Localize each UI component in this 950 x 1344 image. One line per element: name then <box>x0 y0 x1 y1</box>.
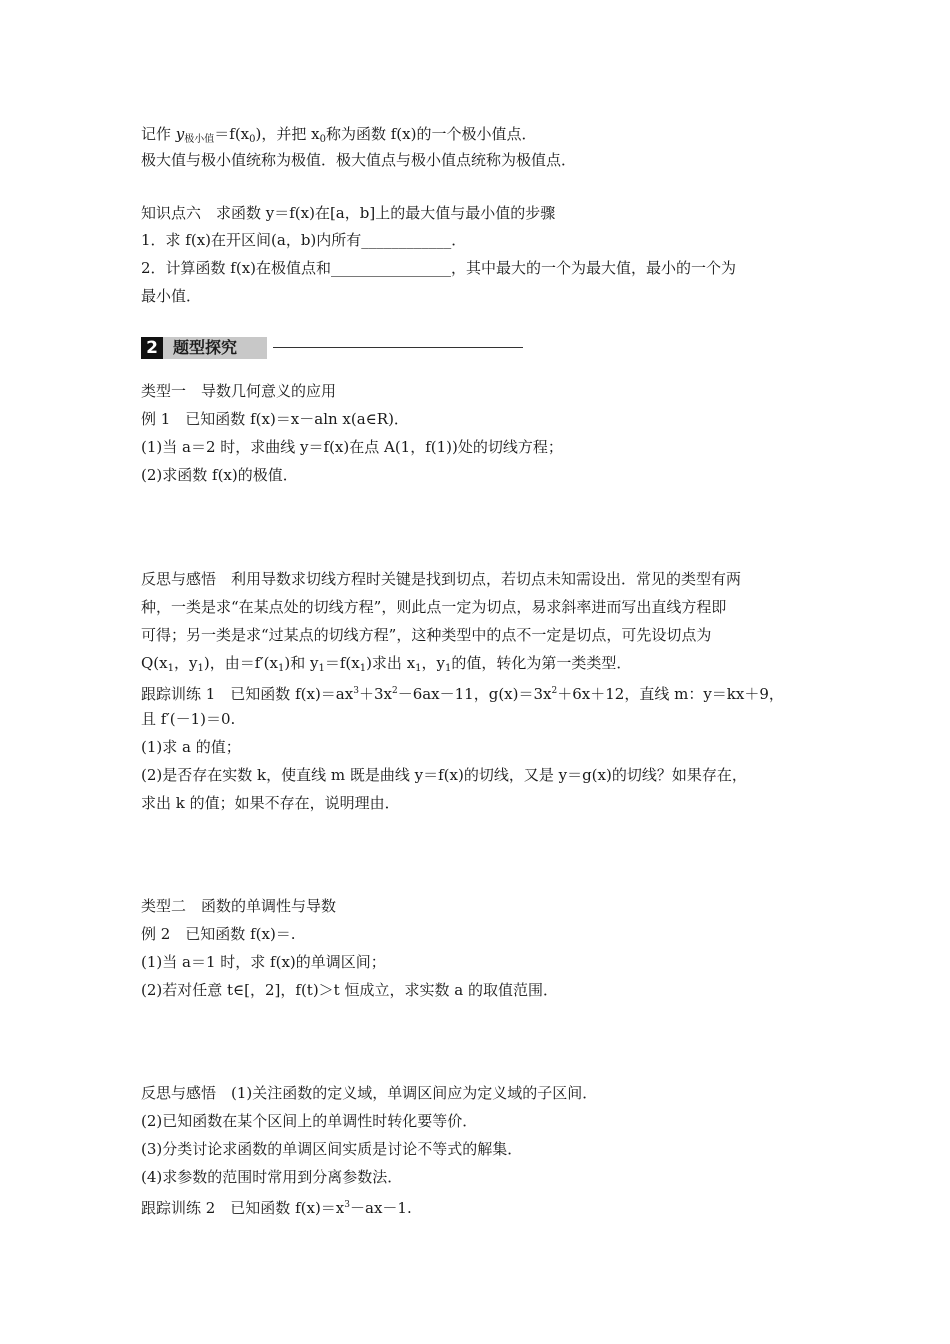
reflection-2-line-3: (3)分类讨论求函数的单调区间实质是讨论不等式的解集． <box>141 1140 523 1158</box>
reflection-1-line-2: 种，一类是求“在某点处的切线方程”，则此点一定为切点，易求斜率进而写出直线方程即 <box>141 598 727 616</box>
example-2: 例 2 已知函数 f(x)＝. <box>141 925 296 943</box>
practice-2: 跟踪训练 2 已知函数 $f(x)=x^3-ax-1$. <box>141 1199 412 1217</box>
example-2-part-1: (1)当 a＝1 时，求 f(x)的单调区间； <box>141 953 386 971</box>
example-1-part-1: (1)当 a＝2 时，求曲线 y＝f(x)在点 A(1，f(1))处的切线方程； <box>141 438 563 456</box>
reflection-2-line-4: (4)求参数的范围时常用到分离参数法． <box>141 1168 403 1186</box>
practice-1: 跟踪训练 1 已知函数 $f(x)=ax^3+3x^2-6ax-11$，$g(x)=3x^2+6x+12$，直线 m：y＝kx＋9， <box>141 685 784 703</box>
reflection-1-line-1: 反思与感悟 利用导数求切线方程时关键是找到切点，若切点未知需设出．常见的类型有两 <box>141 570 742 588</box>
section-rule <box>273 347 523 348</box>
practice-1-part-1: (1)求 a 的值； <box>141 738 241 756</box>
example-1: 例 1 已知函数 f(x)＝x－aln x(a∈R)． <box>141 410 409 428</box>
section-header <box>141 337 523 359</box>
practice-1-part-2: (2)是否存在实数 k，使直线 m 既是曲线 y＝f(x)的切线，又是 y＝g(x)的切线？如果存在， <box>141 766 747 784</box>
reflection-2-line-1: 反思与感悟 (1)关注函数的定义域，单调区间应为定义域的子区间． <box>141 1084 598 1102</box>
example-2-part-2: (2)若对任意 t∈[，2]，f(t)＞t 恒成立，求实数 a 的取值范围． <box>141 981 558 999</box>
reflection-1-line-4: $Q(x_1$，$y_1$)，由$=f'(x_1)$和 $y_1=f(x_1)$求出 $x_1$，$y_1$的值，转化为第一类类型． <box>141 654 632 674</box>
step-1: 1．求 f(x)在开区间(a，b)内所有____________． <box>141 231 467 249</box>
practice-1-cont: 且 f′(－1)＝0. <box>141 710 236 728</box>
section-title: 题型探究 <box>163 337 267 359</box>
reflection-2-line-2: (2)已知函数在某个区间上的单调性时转化要等价． <box>141 1112 478 1130</box>
type-2-heading: 类型二 函数的单调性与导数 <box>141 897 337 915</box>
example-1-part-2: (2)求函数 f(x)的极值． <box>141 466 298 484</box>
practice-1-part-2-cont: 求出 k 的值；如果不存在，说明理由． <box>141 794 400 812</box>
text-line-2: 极大值与极小值统称为极值．极大值点与极小值点统称为极值点． <box>141 151 577 169</box>
text-line-1: 记作 $y_{极小值}=f(x_0)$，并把 $x_0$称为函数 f(x)的一个极小值点． <box>141 125 537 145</box>
type-1-heading: 类型一 导数几何意义的应用 <box>141 382 337 400</box>
step-2-cont: 最小值． <box>141 287 202 305</box>
section-number: 2 <box>141 337 163 359</box>
reflection-1-line-3: 可得；另一类是求“过某点的切线方程”，这种类型中的点不一定是切点，可先设切点为 <box>141 626 712 644</box>
step-2: 2．计算函数 f(x)在极值点和________________，其中最大的一个为最大值，最小的一个为 <box>141 259 737 277</box>
knowledge-point-heading: 知识点六 求函数 y＝f(x)在[a，b]上的最大值与最小值的步骤 <box>141 204 556 222</box>
